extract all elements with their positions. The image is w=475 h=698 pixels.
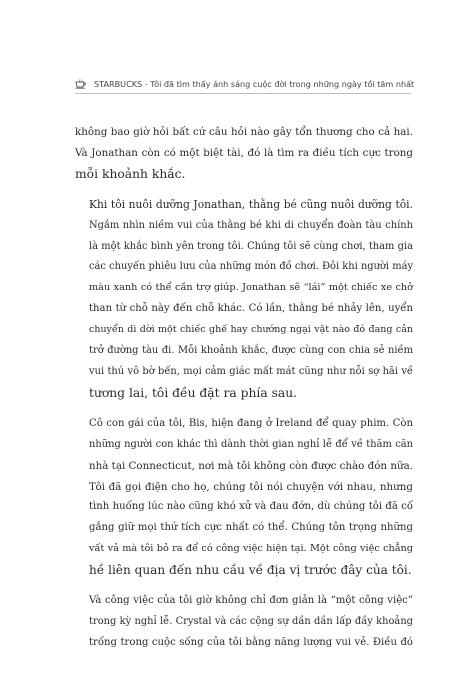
coffee-cup-icon: [75, 79, 88, 89]
text-line: Cô con gái của tôi, Bis, hiện đang ở Ireland để quay phim. Còn: [89, 417, 413, 429]
paragraph: [75, 122, 413, 185]
text-line: Ngắm nhìn niềm vui của thằng bé khi di chuyển đoàn tàu chính: [89, 219, 413, 231]
header-rule: [75, 93, 411, 94]
text-line: trống trong cuộc sống của tôi bằng năng lượng vui vẻ. Điều đó: [89, 636, 413, 648]
text-line: tình huống lúc nào cũng khó xử và đau đớn, dù chúng tôi đã cố: [89, 501, 413, 513]
running-title: STARBUCKS - Tôi đã tìm thấy ánh sáng cuộc đời trong những ngày tồi tăm nhất: [94, 79, 415, 89]
text-line: những người con khác thì dành thời gian nghỉ lễ để về thăm căn: [89, 438, 413, 450]
text-line: Và Jonathan còn có một biệt tài, đó là tìm ra điều tích cực trong: [75, 146, 413, 159]
text-line: không bao giờ hỏi bất cứ câu hỏi nào gây tổn thương cho cả hai.: [75, 126, 413, 138]
text-line: Và công việc của tôi giờ không chỉ đơn giản là “một công việc”: [89, 595, 413, 607]
text-line: hề liên quan đến nhu cầu về địa vị trước đây của tôi.: [89, 563, 412, 578]
text-line: là một khắc bình yên trong tôi. Chúng tôi sẽ cùng chơi, tham gia: [89, 240, 413, 252]
text-line: các chuyến phiêu lưu của những món đồ chơi. Đôi khi người máy: [89, 261, 414, 273]
text-line: Tôi đã gọi điện cho họ, chúng tôi nói chuyện với nhau, nhưng: [89, 480, 413, 493]
text-line: Khi tôi nuôi dưỡng Jonathan, thằng bé cũng nuôi dưỡng tôi.: [89, 197, 413, 211]
text-line: trở đường tàu đi. Mỗi khoảnh khắc, được cùng con chia sẻ niềm: [89, 345, 413, 357]
text-line: màu xanh có thể cần trợ giúp. Jonathan sẽ “lái” một chiếc xe chở: [89, 282, 413, 294]
text-line: trong kỳ nghỉ lễ. Crystal và các cộng sự dần dần lấp đầy khoảng: [89, 615, 413, 627]
text-line: mỗi khoảnh khắc.: [75, 166, 186, 181]
text-line: gắng giữ mọi thứ tích cực nhất có thể. Chúng tôn trọng những: [89, 522, 413, 534]
paragraph: [75, 195, 413, 404]
text-line: than từ chỗ này đến chỗ khác. Có lần, thằng bé nhảy lên, uyển: [89, 303, 413, 315]
text-line: vui thú vô bờ bến, mọi cảm giác mất mát cũng như nỗi sợ hãi về: [89, 365, 413, 377]
page-body: [75, 122, 413, 654]
paragraph: [75, 591, 413, 654]
running-header: [75, 79, 415, 89]
text-line: tương lai, tôi đều đặt ra phía sau.: [89, 385, 298, 400]
paragraph: [75, 414, 413, 581]
text-line: chuyển di dời một chiếc ghế hay chướng ngại vật nào đó đang cản: [89, 324, 413, 336]
text-line: nhà tại Connecticut, nơi mà tôi không còn được chào đón nữa.: [89, 459, 413, 472]
text-line: vất vả mà tôi bỏ ra để có công việc hiện tại. Một công việc chẳng: [89, 543, 413, 555]
